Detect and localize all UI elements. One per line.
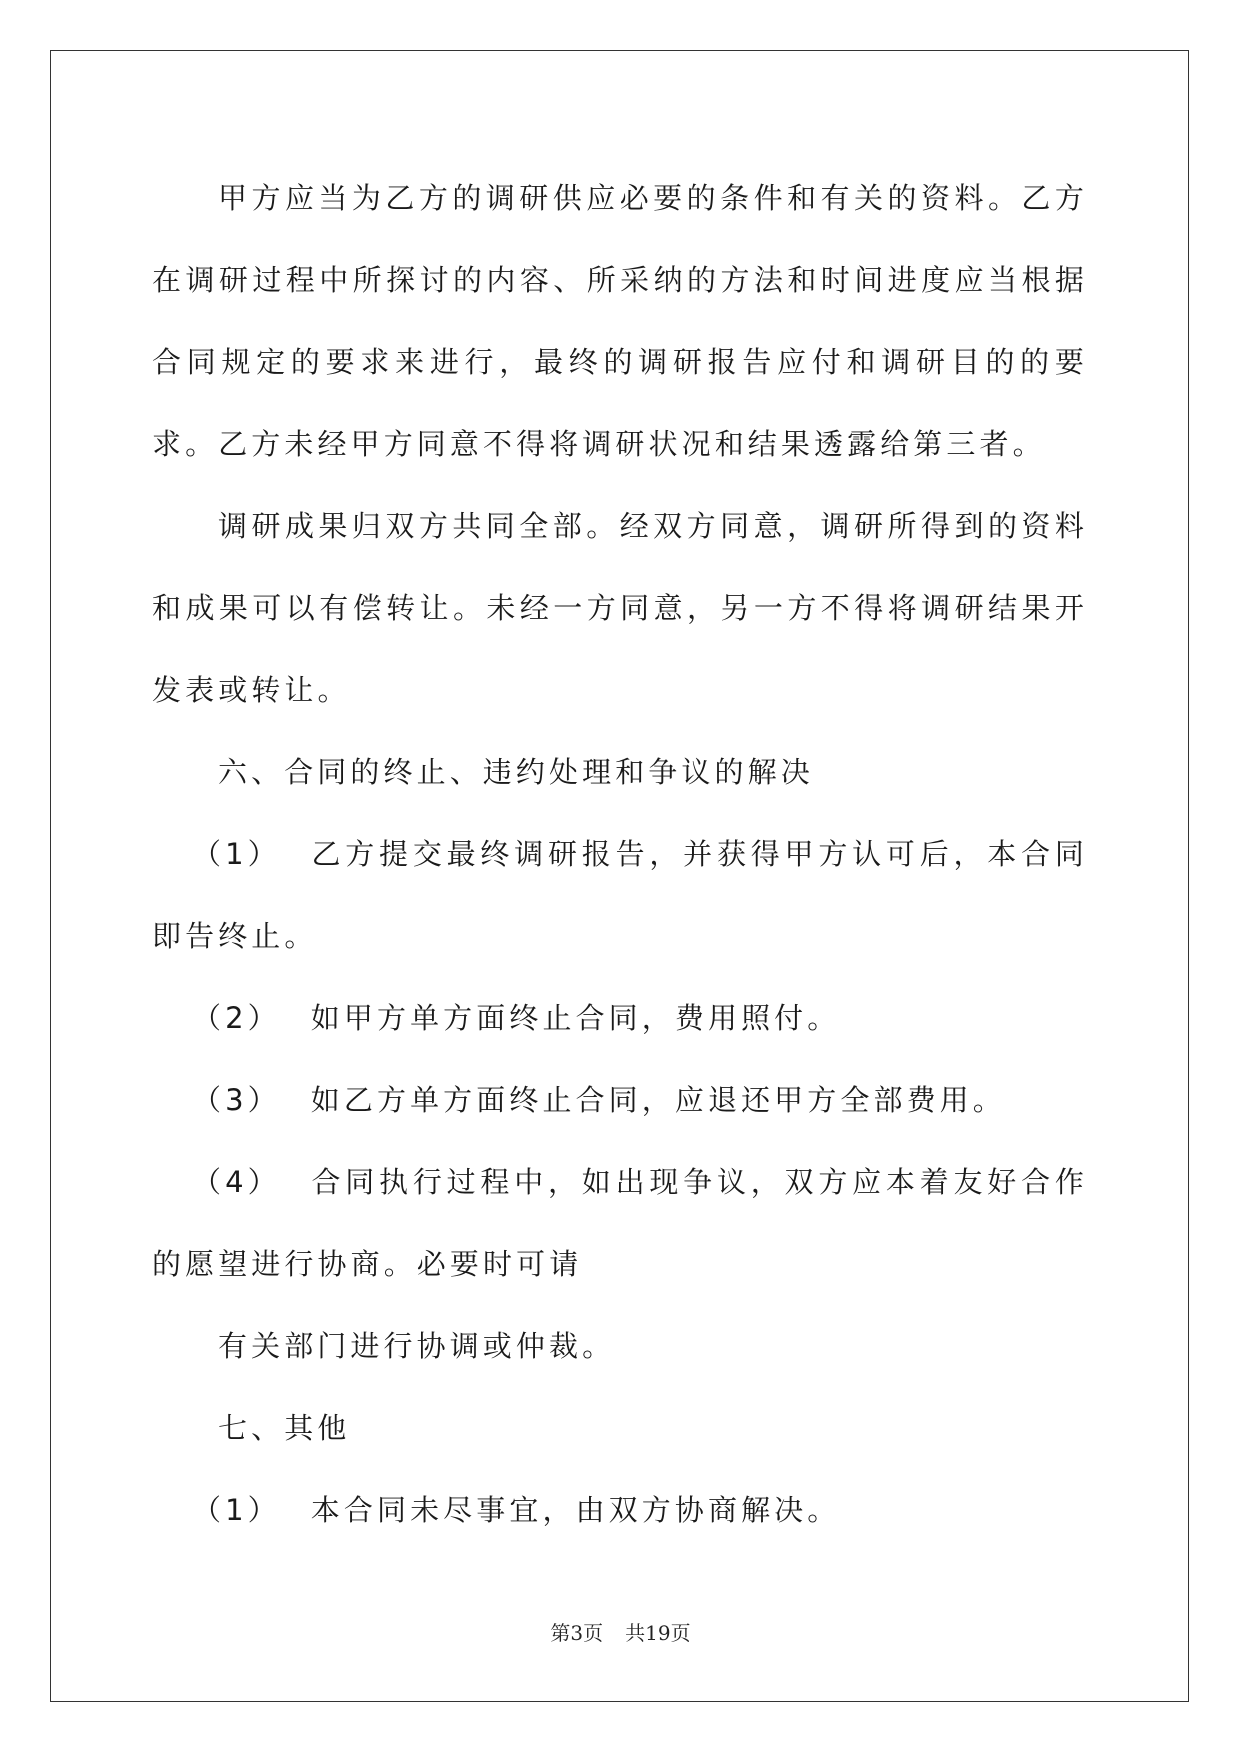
clause-number: （1） [192, 1493, 281, 1527]
clause-6-2 [152, 977, 1088, 1059]
clause-text: 乙方提交最终调研报告，并获得甲方认可后，本合同即告终止。 [152, 837, 1088, 953]
clause-6-4 [152, 1141, 1088, 1305]
clause-number: （2） [192, 1001, 281, 1035]
clause-text: 本合同未尽事宜，由双方协商解决。 [310, 1493, 841, 1527]
clause-number: （4） [192, 1165, 281, 1199]
clause-6-3 [152, 1059, 1088, 1141]
clause-7-1 [152, 1469, 1088, 1551]
clause-6-1 [152, 813, 1088, 977]
page-footer [0, 1619, 1241, 1647]
page-number: 第3页 [550, 1621, 604, 1645]
clause-text: 如乙方单方面终止合同，应退还甲方全部费用。 [310, 1083, 1006, 1117]
section-heading-other: 七、其他 [218, 1411, 351, 1445]
clause-text: 合同执行过程中，如出现争议，双方应本着友好合作的愿望进行协商。必要时可请 [152, 1165, 1088, 1281]
section-heading-termination: 六、合同的终止、违约处理和争议的解决 [218, 755, 814, 789]
clause-text: 如甲方单方面终止合同，费用照付。 [310, 1001, 841, 1035]
clause-number: （1） [192, 837, 281, 871]
page-total: 共19页 [625, 1621, 691, 1645]
clause-number: （3） [192, 1083, 281, 1117]
paragraph-research-results: 调研成果归双方共同全部。经双方同意，调研所得到的资料和成果可以有偿转让。未经一方同意，另一方不得将调研结果开发表或转让。 [152, 509, 1088, 707]
document-body [152, 157, 1088, 1551]
clause-6-4-continuation: 有关部门进行协调或仲裁。 [218, 1329, 616, 1363]
paragraph-research-conditions: 甲方应当为乙方的调研供应必要的条件和有关的资料。乙方在调研过程中所探讨的内容、所采纳的方法和时间进度应当根据合同规定的要求来进行，最终的调研报告应付和调研目的的要求。乙方未经甲方同意不得将调研状况和结果透露给第三者。 [152, 181, 1088, 461]
